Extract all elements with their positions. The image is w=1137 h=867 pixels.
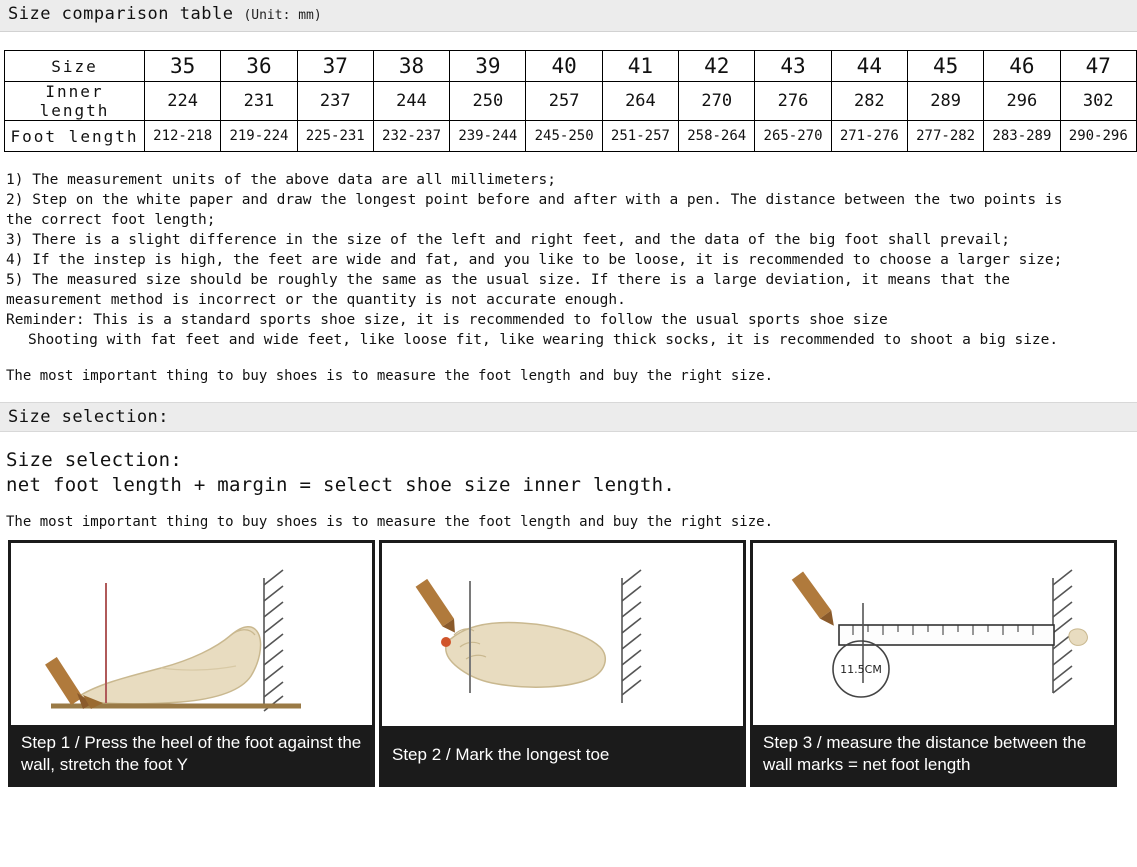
table-cell: 302 [1060,82,1136,121]
summary-text-2: The most important thing to buy shoes is to measure the foot length and buy the right size. [6,514,774,530]
step-2-caption: Step 2 / Mark the longest toe [382,726,743,784]
section-bar-size-selection [0,402,1137,432]
table-cell: 36 [221,51,297,82]
table-cell: 38 [373,51,449,82]
row-label-inner-length: Inner length [5,82,145,121]
note-line: the correct foot length; [6,212,216,228]
table-cell: 239-244 [450,121,526,152]
table-row-size [5,51,1137,82]
size-comparison-table [4,50,1137,152]
table-cell: 225-231 [297,121,373,152]
table-cell: 245-250 [526,121,602,152]
table-cell: 35 [145,51,221,82]
table-cell: 270 [679,82,755,121]
table-cell: 250 [450,82,526,121]
size-table-wrapper [0,32,1137,152]
size-selection-block [0,432,1137,498]
table-row-foot-length [5,121,1137,152]
table-cell: 40 [526,51,602,82]
table-cell: 271-276 [831,121,907,152]
note-line: Reminder: This is a standard sports shoe size, it is recommended to follow the usual sports shoe size [6,312,888,328]
section-bar-label: Size selection: [8,407,170,427]
selection-formula: net foot length + margin = select shoe size inner length. [6,474,676,496]
table-cell: 37 [297,51,373,82]
table-cell: 277-282 [907,121,983,152]
table-cell: 47 [1060,51,1136,82]
step-card-1 [8,540,375,787]
table-cell: 289 [907,82,983,121]
table-cell: 283-289 [984,121,1060,152]
notes-block [0,152,1137,350]
row-label-size: Size [5,51,145,82]
note-line: 1) The measurement units of the above data are all millimeters; [6,172,556,188]
header-bar [0,0,1137,32]
table-cell: 219-224 [221,121,297,152]
table-cell: 296 [984,82,1060,121]
steps-row [0,530,1137,787]
table-cell: 212-218 [145,121,221,152]
table-cell: 224 [145,82,221,121]
table-row-inner-length [5,82,1137,121]
page-title: Size comparison table [8,4,234,24]
note-line: measurement method is incorrect or the quantity is not accurate enough. [6,292,626,308]
ruler-measure-label: 11.5CM [840,663,882,676]
table-cell: 44 [831,51,907,82]
step-3-caption: Step 3 / measure the distance between the wall marks = net foot length [753,725,1114,784]
table-cell: 46 [984,51,1060,82]
table-cell: 232-237 [373,121,449,152]
table-cell: 282 [831,82,907,121]
step-card-3 [750,540,1117,787]
note-line: 4) If the instep is high, the feet are wide and fat, and you like to be loose, it is recommended to choose a larger size; [6,252,1063,268]
note-line: 3) There is a slight difference in the size of the left and right feet, and the data of the big foot shall prevail; [6,232,1010,248]
note-line: 5) The measured size should be roughly the same as the usual size. If there is a large deviation, it means that the [6,272,1010,288]
table-cell: 264 [602,82,678,121]
table-cell: 265-270 [755,121,831,152]
table-cell: 237 [297,82,373,121]
table-cell: 257 [526,82,602,121]
selection-heading: Size selection: [6,449,183,471]
table-cell: 251-257 [602,121,678,152]
step-card-2 [379,540,746,787]
table-cell: 45 [907,51,983,82]
table-cell: 43 [755,51,831,82]
unit-label: (Unit: mm) [243,8,322,23]
table-cell: 42 [679,51,755,82]
note-line: Shooting with fat feet and wide feet, like loose fit, like wearing thick socks, it is recommended to shoot a big size. [28,332,1059,348]
table-cell: 258-264 [679,121,755,152]
step-1-caption: Step 1 / Press the heel of the foot against the wall, stretch the foot Y [11,725,372,784]
table-cell: 244 [373,82,449,121]
table-cell: 39 [450,51,526,82]
note-line: 2) Step on the white paper and draw the longest point before and after with a pen. The distance between the two points is [6,192,1063,208]
table-cell: 276 [755,82,831,121]
row-label-foot-length: Foot length [5,121,145,152]
table-cell: 41 [602,51,678,82]
table-cell: 290-296 [1060,121,1136,152]
table-cell: 231 [221,82,297,121]
summary-text: The most important thing to buy shoes is to measure the foot length and buy the right size. [6,368,774,384]
